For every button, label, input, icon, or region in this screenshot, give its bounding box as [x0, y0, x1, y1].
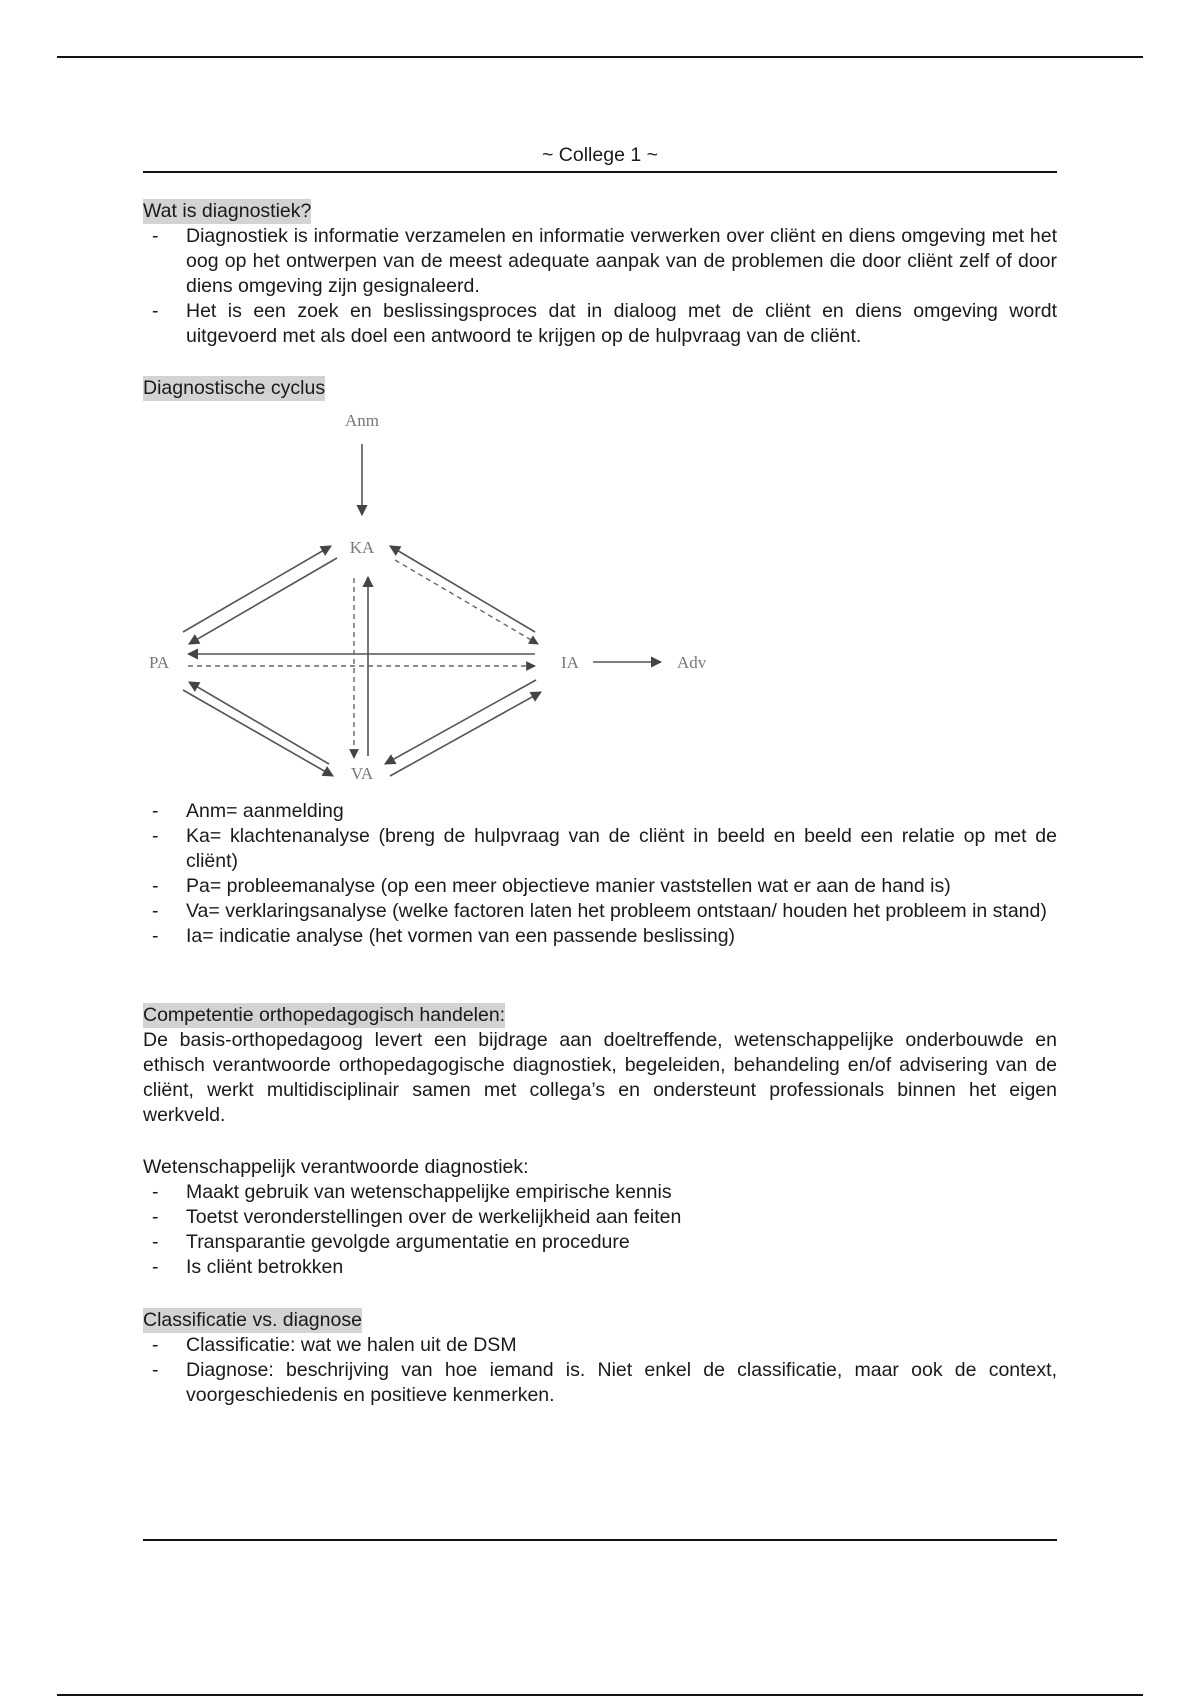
- bullet-list: [143, 1180, 1057, 1280]
- arrow-ia-to-va: [385, 680, 536, 764]
- footer-rule: [143, 1539, 1057, 1541]
- arrow-va-to-ia: [390, 692, 541, 776]
- page-bottom-rule: [57, 1694, 1143, 1696]
- diagram-label-va: VA: [350, 764, 374, 783]
- bullet-list: [143, 1333, 1057, 1408]
- list-item: - Diagnostiek is informatie verzamelen en informatie verwerken over cliënt en diens omgeving met het oog op het ontwerpen van de meest adequate aanpak van de problemen die door cliënt zelf of door diens omgeving zijn gesignaleerd.: [152, 225, 1057, 297]
- arrow-ka-to-ia-dashed: [395, 560, 538, 644]
- section-heading: Classificatie vs. diagnose: [143, 1309, 362, 1331]
- arrow-pa-to-ka: [183, 546, 331, 632]
- section-diagnostische-cyclus: [143, 376, 1057, 401]
- competentie-paragraph: De basis-orthopedagoog levert een bijdrage aan doeltreffende, wetenschappelijke onderbouwde en ethisch verantwoorde orthopedagogische diagnostiek, begeleiden, behandeling en/of advisering van de cliënt, werkt multidisciplinair samen met collega’s en ondersteunt professionals binnen het eigen werkveld.: [143, 1029, 1057, 1126]
- header-rule: [143, 171, 1057, 173]
- section-cyclus-legend: [143, 799, 1057, 949]
- list-item: - Anm= aanmelding: [152, 800, 344, 822]
- list-item: - Pa= probleemanalyse (op een meer objectieve manier vaststellen wat er aan de hand is): [152, 875, 951, 897]
- diagram-label-pa: PA: [149, 653, 170, 672]
- list-item: - Het is een zoek en beslissingsproces dat in dialoog met de cliënt en diens omgeving wordt uitgevoerd met als doel een antwoord te krijgen op de hulpvraag van de cliënt.: [152, 300, 1057, 347]
- page-top-rule: [57, 56, 1143, 58]
- list-item: - Va= verklaringsanalyse (welke factoren laten het probleem ontstaan/ houden het probleem in stand): [152, 900, 1047, 922]
- arrow-pa-to-va: [183, 690, 333, 776]
- diagram-label-anm: Anm: [345, 411, 379, 430]
- diagnostic-cycle-diagram: [143, 400, 743, 790]
- diagram-label-ia: IA: [561, 653, 579, 672]
- section-heading: Competentie orthopedagogisch handelen:: [143, 1004, 506, 1026]
- arrow-ka-to-pa: [189, 558, 337, 644]
- list-item: - Ia= indicatie analyse (het vormen van een passende beslissing): [152, 925, 736, 947]
- diagram-label-adv: Adv: [677, 653, 707, 672]
- section-intro: Wetenschappelijk verantwoorde diagnostiek:: [143, 1156, 529, 1178]
- arrow-ia-to-ka: [390, 546, 535, 632]
- list-item: - Transparantie gevolgde argumentatie en procedure: [152, 1231, 630, 1253]
- section-heading: Diagnostische cyclus: [143, 377, 326, 399]
- arrow-va-to-pa: [189, 682, 329, 764]
- bullet-list: [143, 224, 1057, 349]
- section-wat-is-diagnostiek: [143, 199, 1057, 349]
- list-item: - Toetst veronderstellingen over de werkelijkheid aan feiten: [152, 1206, 682, 1228]
- page-header-title: ~ College 1 ~: [541, 144, 658, 166]
- section-heading: Wat is diagnostiek?: [143, 200, 312, 222]
- list-item: - Is cliënt betrokken: [152, 1256, 344, 1278]
- list-item: - Diagnose: beschrijving van hoe iemand is. Niet enkel de classificatie, maar ook de context, voorgeschiedenis en positieve kenmerken.: [152, 1359, 1057, 1406]
- section-wetenschappelijk: [143, 1155, 1057, 1280]
- list-item: - Classificatie: wat we halen uit de DSM: [152, 1334, 517, 1356]
- list-item: - Maakt gebruik van wetenschappelijke empirische kennis: [152, 1181, 672, 1203]
- section-competentie: [143, 1003, 1057, 1128]
- list-item: - Ka= klachtenanalyse (breng de hulpvraag van de cliënt in beeld en beeld een relatie op met de cliënt): [152, 825, 1057, 872]
- section-classificatie: [143, 1308, 1057, 1408]
- diagram-label-ka: KA: [349, 538, 375, 557]
- bullet-list: [143, 799, 1057, 949]
